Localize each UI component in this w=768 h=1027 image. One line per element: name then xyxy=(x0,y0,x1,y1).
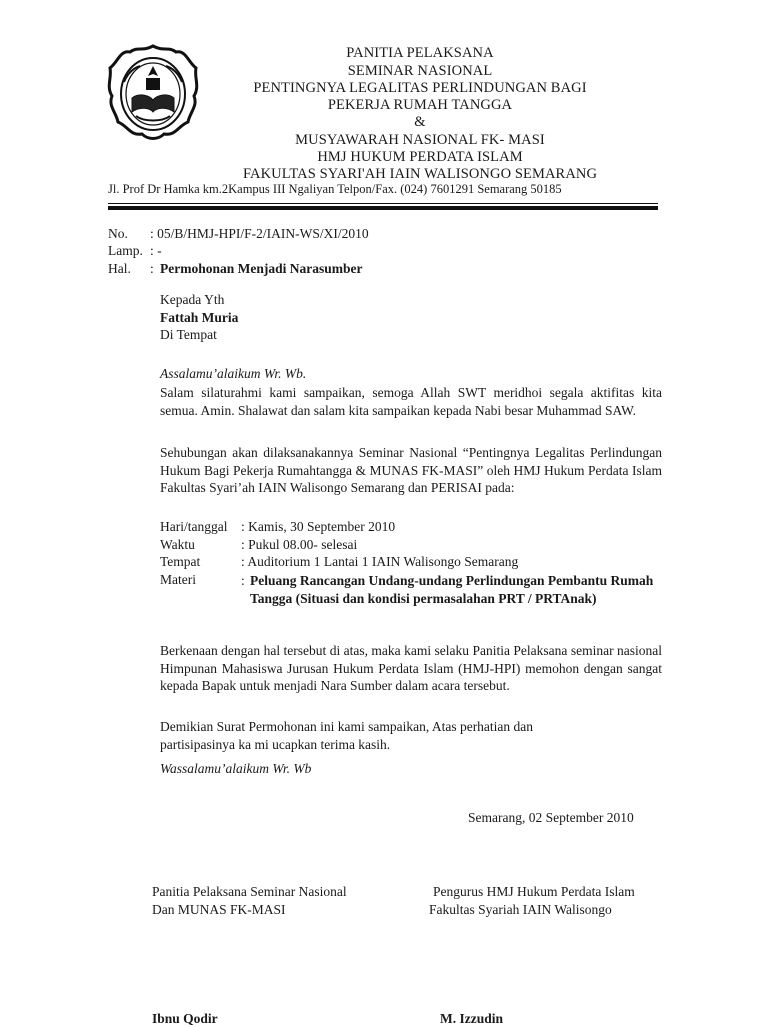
closing-salam: Wassalamu’alaikum Wr. Wb xyxy=(160,761,312,776)
address-line: Jl. Prof Dr Hamka km.2Kampus III Ngaliyan Telpon/Fax. (024) 7601291 Semarang 50185 xyxy=(108,182,562,196)
recipient-greeting: Kepada Yth xyxy=(160,292,225,307)
paragraph-greeting: Salam silaturahmi kami sampaikan, semoga Allah SWT meridhoi segala aktifitas kita semua. Amin. Shalawat dan salam kita sampaikan kepada Nabi besar Muhammad SAW. xyxy=(160,385,662,418)
header-rule-thin xyxy=(108,203,658,204)
materi-value: Peluang Rancangan Undang-undang Perlindungan Pembantu Rumah Tangga (Situasi dan kondisi permasalahan PRT / PRTAnak) xyxy=(250,573,654,606)
header-line-munas: MUSYAWARAH NASIONAL FK- MASI xyxy=(295,132,545,148)
hari-label: Hari/tanggal xyxy=(160,519,228,534)
left-signatory-title-1: Panitia Pelaksana Seminar Nasional xyxy=(152,884,347,899)
header-line-hmj: HMJ HUKUM PERDATA ISLAM xyxy=(317,149,523,165)
place-date: Semarang, 02 September 2010 xyxy=(468,810,634,825)
left-signatory-name: Ibnu Qodir xyxy=(152,1011,218,1026)
no-value: : 05/B/HMJ-HPI/F-2/IAIN-WS/XI/2010 xyxy=(150,226,369,241)
header-rule-thick xyxy=(108,206,658,210)
header-line-committee: PANITIA PELAKSANA xyxy=(346,45,494,61)
waktu-label: Waktu xyxy=(160,537,195,552)
header-line-seminar: SEMINAR NASIONAL xyxy=(347,63,493,79)
hal-label: Hal. xyxy=(108,261,131,276)
right-signatory-title-2: Fakultas Syariah IAIN Walisongo xyxy=(429,902,612,917)
left-signatory-title-2: Dan MUNAS FK-MASI xyxy=(152,902,286,917)
no-label: No. xyxy=(108,226,128,241)
paragraph-request: Berkenaan dengan hal tersebut di atas, maka kami selaku Panitia Pelaksana seminar nasional Himpunan Mahasiswa Jurusan Hukum Perdata Islam (HMJ-HPI) memohon dengan sangat kepada Bapak untuk menjadi Nara Sumber dalam acara tersebut. xyxy=(160,643,662,693)
header-line-topic-2: PEKERJA RUMAH TANGGA xyxy=(327,97,513,113)
header-line-ampersand: & xyxy=(414,114,426,130)
opening-salam: Assalamu’alaikum Wr. Wb. xyxy=(160,366,307,381)
tempat-value: : Auditorium 1 Lantai 1 IAIN Walisongo Semarang xyxy=(241,554,519,569)
right-signatory-name: M. Izzudin xyxy=(440,1011,504,1026)
header-line-faculty: FAKULTAS SYARI'AH IAIN WALISONGO SEMARANG xyxy=(242,166,598,182)
header-line-topic-1: PENTINGNYA LEGALITAS PERLINDUNGAN BAGI xyxy=(253,80,587,96)
hari-value: : Kamis, 30 September 2010 xyxy=(241,519,396,534)
recipient-name: Fattah Muria xyxy=(160,310,239,325)
hal-value: Permohonan Menjadi Narasumber xyxy=(160,261,363,276)
paragraph-closing: Demikian Surat Permohonan ini kami sampaikan, Atas perhatian dan partisipasinya ka mi ucapkan terima kasih. xyxy=(160,719,534,752)
hal-colon: : xyxy=(150,261,154,276)
recipient-place: Di Tempat xyxy=(160,327,217,342)
tempat-label: Tempat xyxy=(160,554,201,569)
materi-colon: : xyxy=(241,573,245,588)
lamp-value: : - xyxy=(150,243,162,258)
lamp-label: Lamp. xyxy=(108,243,143,258)
waktu-value: : Pukul 08.00- selesai xyxy=(241,537,358,552)
right-signatory-title-1: Pengurus HMJ Hukum Perdata Islam xyxy=(433,884,635,899)
paragraph-intro: Sehubungan akan dilaksanakannya Seminar Nasional “Pentingnya Legalitas Perlindungan Hukum Bagi Pekerja Rumahtangga & MUNAS FK-MASI” oleh HMJ Hukum Perdata Islam Fakultas Syari’ah IAIN Walisongo Semarang dan PERISAI pada: xyxy=(160,445,662,495)
materi-block xyxy=(241,572,661,607)
materi-label: Materi xyxy=(160,572,196,587)
